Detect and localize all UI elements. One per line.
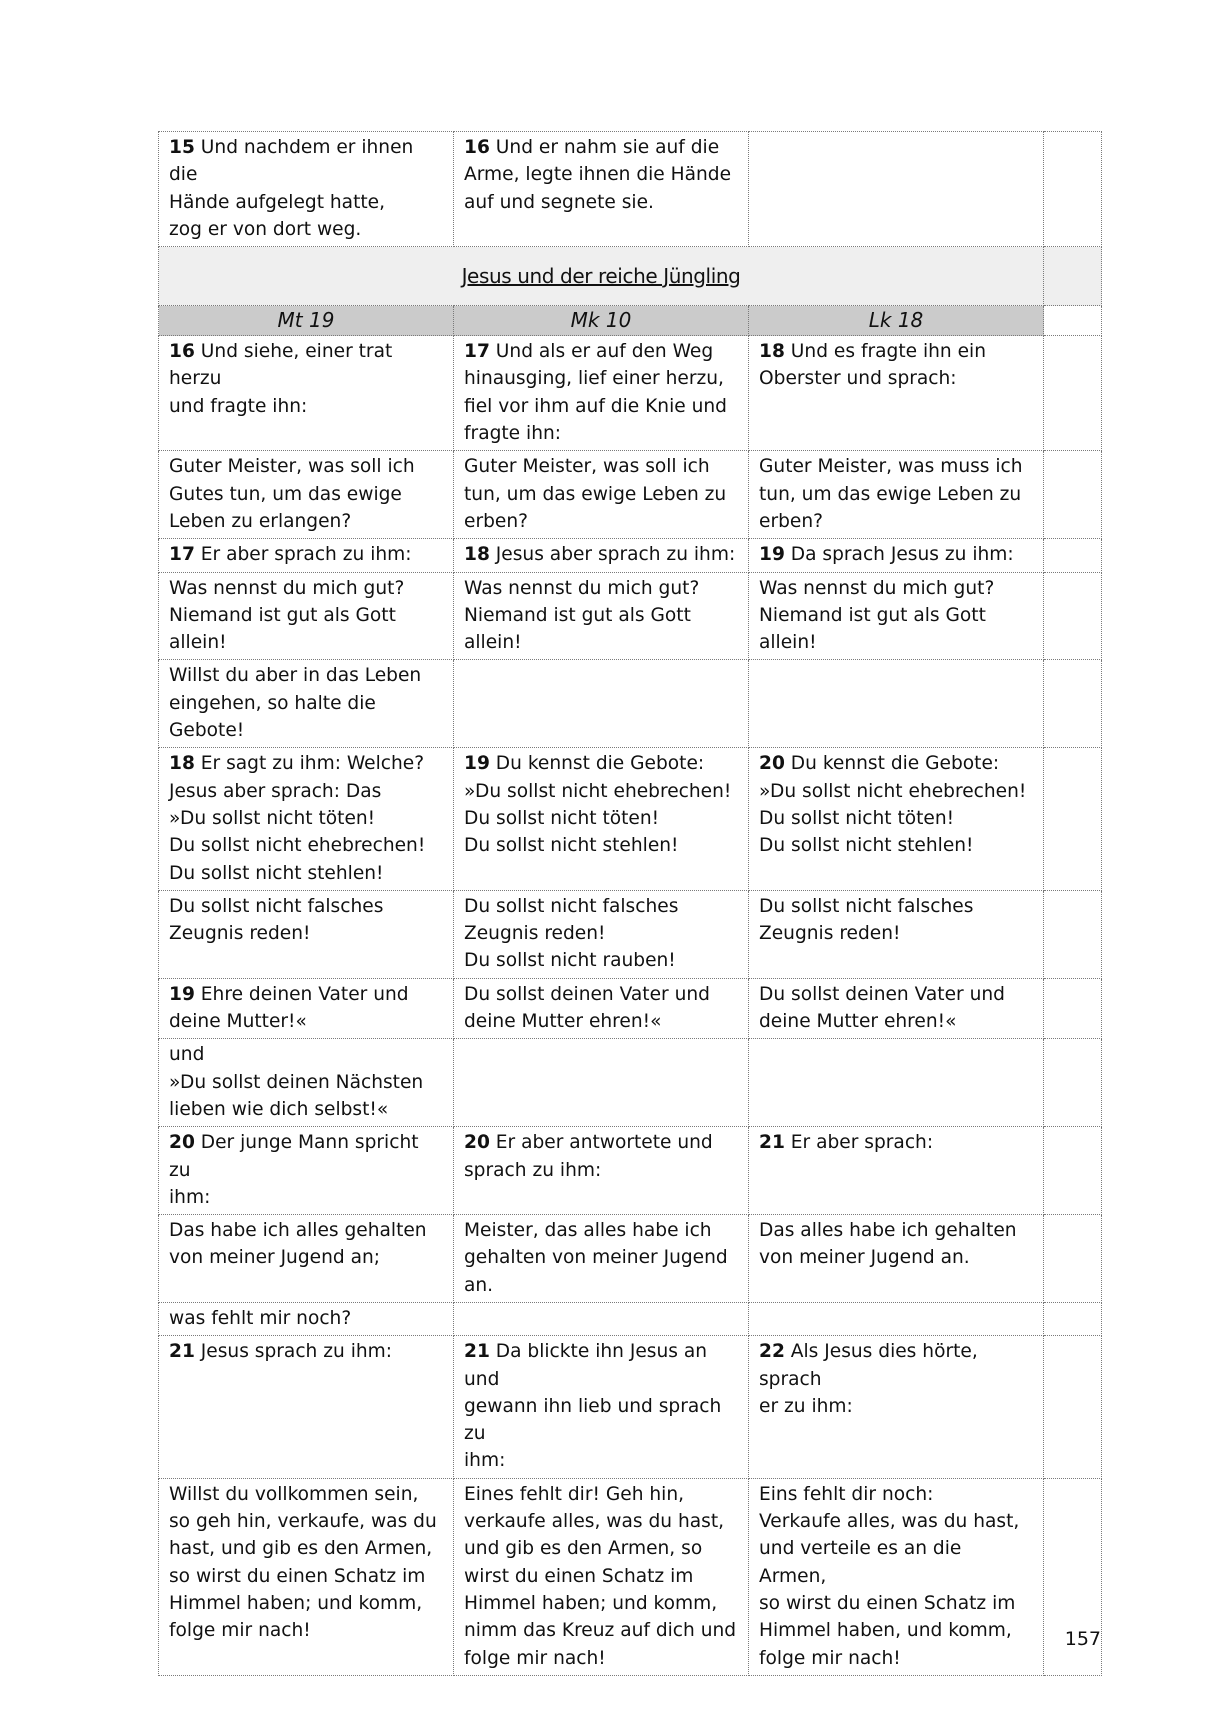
luke-cell [749,1215,1044,1303]
luke-cell [749,1127,1044,1215]
mark-cell [454,1302,749,1335]
mark-cell [454,451,749,539]
synopsis-rows [159,336,1102,1676]
header-mark: Mk 10 [454,306,749,336]
section-title: Jesus und der reiche Jüngling [461,263,741,288]
synopsis-table [158,131,1102,1676]
matthew-cell [159,451,454,539]
verse-text: Du sollst deinen Vater und deine Mutter ehren!« [759,983,1005,1033]
margin-cell [1044,132,1102,247]
luke-cell [749,978,1044,1039]
luke-cell [749,132,1044,247]
mark-cell [454,1478,749,1675]
luke-cell [749,1478,1044,1675]
margin-cell [1044,306,1102,336]
verse-number: 16 [169,341,195,363]
verse-number: 22 [759,1341,785,1363]
verse-number: 19 [759,544,785,566]
verse-number: 21 [759,1132,785,1154]
mark-cell [454,890,749,978]
verse-number: 21 [169,1341,195,1363]
verse-text: Jesus aber sprach zu ihm: [489,544,736,566]
table-row [159,336,1102,451]
margin-cell [1044,451,1102,539]
mark-cell [454,336,749,451]
mark-cell [454,572,749,660]
mark-cell [454,539,749,572]
verse-text: Als Jesus dies hörte, sprach er zu ihm: [759,1341,978,1417]
table-row [159,890,1102,978]
verse-text: Du sollst nicht falsches Zeugnis reden! Du sollst nicht rauben! [464,895,679,972]
verse-text: Du sollst nicht falsches Zeugnis reden! [169,895,384,945]
matthew-cell [159,336,454,451]
verse-text: Was nennst du mich gut? Niemand ist gut als Gott allein! [759,577,995,654]
margin-cell [1044,1336,1102,1478]
verse-number: 19 [464,753,490,775]
verse-text: Guter Meister, was soll ich Gutes tun, um das ewige Leben zu erlangen? [169,456,415,532]
verse-text: Eins fehlt dir noch: Verkaufe alles, was du hast, und verteile es an die Armen, so wirst du einen Schatz im Himmel haben, und komm, folge mir nach! [759,1483,1020,1669]
luke-cell [749,539,1044,572]
header-matthew: Mt 19 [159,306,454,336]
verse-number: 15 [169,137,195,158]
verse-text: Du sollst nicht falsches Zeugnis reden! [759,895,974,945]
verse-text: Er aber sprach: [784,1132,934,1154]
verse-number: 20 [759,753,785,775]
luke-cell [749,1302,1044,1335]
luke-cell [749,336,1044,451]
verse-number: 18 [464,544,490,566]
verse-text: Jesus sprach zu ihm: [194,1341,393,1363]
verse-text: was fehlt mir noch? [169,1307,352,1329]
verse-text: Da blickte ihn Jesus an und gewann ihn lieb und sprach zu ihm: [464,1341,722,1472]
matthew-cell [159,748,454,890]
margin-cell [1044,336,1102,451]
verse-text: Meister, das alles habe ich gehalten von meiner Jugend an. [464,1220,728,1296]
verse-text: Willst du aber in das Leben eingehen, so halte die Gebote! [169,665,422,742]
verse-text: Was nennst du mich gut? Niemand ist gut als Gott allein! [169,577,405,654]
matthew-cell [159,572,454,660]
verse-number: 20 [464,1132,490,1154]
table-row [159,978,1102,1039]
verse-text: Willst du vollkommen sein, so geh hin, verkaufe, was du hast, und gib es den Armen, so wirst du einen Schatz im Himmel haben; und komm, folge mir nach! [169,1483,437,1642]
table-row [159,539,1102,572]
verse-number: 18 [169,753,195,775]
table-row [159,1039,1102,1127]
matthew-cell [159,539,454,572]
margin-cell [1044,978,1102,1039]
margin-cell [1044,572,1102,660]
luke-cell [749,660,1044,748]
verse-text: Eines fehlt dir! Geh hin, verkaufe alles, was du hast, und gib es den Armen, so wirst du einen Schatz im Himmel haben; und komm, nimm das Kreuz auf dich und folge mir nach! [464,1483,737,1669]
mark-cell [454,1215,749,1303]
verse-text: Du kennst die Gebote: »Du sollst nicht ehebrechen! Du sollst nicht töten! Du sollst nicht stehlen! [464,753,732,857]
section-title-row [159,247,1102,306]
margin-cell [1044,1127,1102,1215]
verse-text: Er sagt zu ihm: Welche? Jesus aber sprach: Das »Du sollst nicht töten! Du sollst nicht ehebrechen! Du sollst nicht stehlen! [169,753,426,884]
matthew-cell [159,660,454,748]
page-number: 157 [1064,1628,1101,1650]
section-block [159,247,1102,336]
margin-cell [1044,1302,1102,1335]
mark-cell [454,1336,749,1478]
verse-number: 16 [464,137,490,158]
verse-text: Und es fragte ihn ein Oberster und sprach: [759,341,987,390]
table-row [159,1302,1102,1335]
verse-text: Der junge Mann spricht zu ihm: [169,1132,419,1208]
verse-number: 18 [759,341,785,363]
margin-cell [1044,1039,1102,1127]
verse-text: Und als er auf den Weg hinausging, lief einer herzu, fiel vor ihm auf die Knie und fragte ihn: [464,341,727,445]
matthew-cell [159,1478,454,1675]
margin-cell [1044,660,1102,748]
margin-cell [1044,748,1102,890]
luke-cell [749,1039,1044,1127]
luke-cell [749,572,1044,660]
mark-cell [454,132,749,247]
table-row [159,1127,1102,1215]
gospel-header-row [159,306,1102,336]
table-row [159,1478,1102,1675]
margin-cell [1044,247,1102,306]
table-row [159,132,1102,247]
luke-cell [749,451,1044,539]
margin-cell [1044,890,1102,978]
verse-text: Guter Meister, was muss ich tun, um das ewige Leben zu erben? [759,456,1023,532]
margin-cell [1044,1215,1102,1303]
verse-text: Du kennst die Gebote: »Du sollst nicht ehebrechen! Du sollst nicht töten! Du sollst nicht stehlen! [759,753,1027,857]
verse-number: 17 [464,341,490,363]
mark-cell [454,660,749,748]
matthew-cell [159,1215,454,1303]
verse-text: Das alles habe ich gehalten von meiner Jugend an. [759,1220,1017,1269]
table-row [159,572,1102,660]
margin-cell [1044,539,1102,572]
verse-number: 19 [169,983,195,1005]
verse-text: Guter Meister, was soll ich tun, um das ewige Leben zu erben? [464,456,727,532]
table-row [159,451,1102,539]
verse-text: Und siehe, einer trat herzu und fragte ihn: [169,341,393,417]
matthew-cell [159,1039,454,1127]
matthew-cell [159,890,454,978]
verse-text: Er aber sprach zu ihm: [194,544,412,566]
synopsis-top-rows [159,132,1102,247]
table-row [159,1215,1102,1303]
verse-number: 17 [169,544,195,566]
table-row [159,660,1102,748]
header-luke: Lk 18 [749,306,1044,336]
mark-cell [454,748,749,890]
verse-text: Was nennst du mich gut? Niemand ist gut als Gott allein! [464,577,700,654]
verse-text: Ehre deinen Vater und deine Mutter!« [169,983,409,1033]
matthew-cell [159,978,454,1039]
verse-number: 20 [169,1132,195,1154]
mark-cell [454,978,749,1039]
section-title-cell [159,247,1044,306]
mark-cell [454,1127,749,1215]
verse-text: Da sprach Jesus zu ihm: [784,544,1014,566]
matthew-cell [159,132,454,247]
matthew-cell [159,1127,454,1215]
luke-cell [749,748,1044,890]
verse-text: und »Du sollst deinen Nächsten lieben wie dich selbst!« [169,1044,424,1120]
luke-cell [749,1336,1044,1478]
mark-cell [454,1039,749,1127]
verse-text: Du sollst deinen Vater und deine Mutter ehren!« [464,983,710,1033]
table-row [159,1336,1102,1478]
verse-text: Und er nahm sie auf die Arme, legte ihnen die Hände auf und segnete sie. [464,137,732,213]
matthew-cell [159,1336,454,1478]
luke-cell [749,890,1044,978]
verse-text: Das habe ich alles gehalten von meiner Jugend an; [169,1220,427,1269]
verse-number: 21 [464,1341,490,1363]
verse-text: Er aber antwortete und sprach zu ihm: [464,1132,713,1181]
table-row [159,748,1102,890]
matthew-cell [159,1302,454,1335]
verse-text: Und nachdem er ihnen die Hände aufgelegt hatte, zog er von dort weg. [169,137,414,240]
